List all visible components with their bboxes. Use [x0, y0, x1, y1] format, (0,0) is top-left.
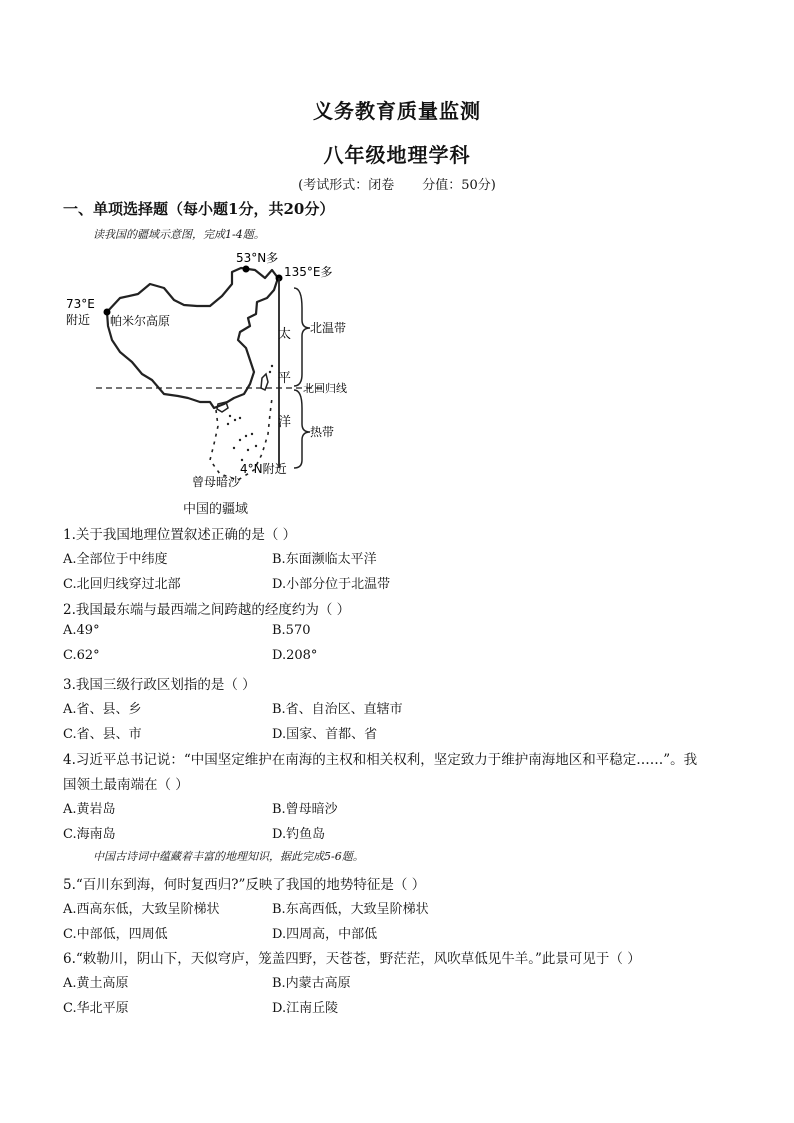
q2-option-c[interactable]: C.62° — [63, 648, 100, 663]
section-heading: 一、单项选择题（每小题1分，共20分） — [63, 200, 335, 218]
q2-option-d[interactable]: D.208° — [272, 648, 318, 663]
q1-option-b[interactable]: B.东面濒临太平洋 — [272, 552, 377, 567]
exam-info — [0, 174, 794, 193]
label-tropical: 热带 — [310, 425, 335, 439]
china-outline — [107, 268, 278, 408]
temperate-bracket — [294, 288, 310, 386]
question-2: 2.我国最东端与最西端之间跨越的经度约为（ ） — [63, 602, 351, 618]
q6-option-b[interactable]: B.内蒙古高原 — [272, 976, 351, 991]
question-3: 3.我国三级行政区划指的是（ ） — [63, 677, 256, 693]
label-west-2: 附近 — [66, 313, 91, 327]
q2-option-a[interactable]: A.49° — [63, 623, 100, 638]
q5-option-a[interactable]: A.西高东低，大致呈阶梯状 — [63, 902, 220, 917]
q3-option-c[interactable]: C.省、县、市 — [63, 727, 142, 742]
label-north: 53°N多 — [236, 251, 279, 265]
question-1: 1.关于我国地理位置叙述正确的是（ ） — [63, 527, 297, 543]
q3-option-d[interactable]: D.国家、首都、省 — [272, 727, 378, 742]
intro-questions-1-4: 读我国的疆域示意图，完成1-4题。 — [93, 228, 265, 241]
q6-option-d[interactable]: D.江南丘陵 — [272, 1001, 339, 1016]
q4-option-d[interactable]: D.钓鱼岛 — [272, 827, 326, 842]
q3-option-a[interactable]: A.省、县、乡 — [63, 702, 142, 717]
label-zengmu: 曾母暗沙 — [192, 475, 241, 489]
china-territory-map — [60, 248, 360, 498]
label-ocean-3: 洋 — [278, 415, 292, 430]
question-4-line-1: 4.习近平总书记说：“中国坚定维护在南海的主权和相关权利，坚定致力于维护南海地区和平稳定……”。我 — [63, 752, 698, 768]
q1-option-c[interactable]: C.北回归线穿过北部 — [63, 577, 181, 592]
exam-form: (考试形式：闭卷 — [298, 178, 395, 193]
q4-option-b[interactable]: B.曾母暗沙 — [272, 802, 338, 817]
q5-option-b[interactable]: B.东高西低，大致呈阶梯状 — [272, 902, 429, 917]
map-caption: 中国的疆域 — [183, 502, 249, 517]
label-south-lat: 4°N附近 — [240, 462, 287, 476]
label-ocean-1: 太 — [278, 327, 292, 342]
paper-subtitle: 八年级地理学科 — [323, 143, 471, 167]
q4-option-a[interactable]: A.黄岩岛 — [63, 802, 116, 817]
tropical-bracket — [294, 390, 310, 468]
label-east: 135°E多 — [284, 265, 333, 279]
question-4-line-2: 国领土最南端在（ ） — [63, 777, 189, 793]
label-west-1: 73°E — [66, 297, 95, 311]
q5-option-d[interactable]: D.四周高，中部低 — [272, 927, 378, 942]
question-6: 6.“敕勒川，阴山下，天似穹庐，笼盖四野，天苍苍，野茫茫，风吹草低见牛羊。”此景可见于（ ） — [63, 951, 641, 967]
north-point-marker — [243, 266, 250, 273]
label-ocean-2: 平 — [278, 371, 292, 386]
exam-score: 分值：50分) — [422, 178, 496, 193]
q3-option-b[interactable]: B.省、自治区、直辖市 — [272, 702, 403, 717]
q5-option-c[interactable]: C.中部低，四周低 — [63, 927, 168, 942]
south-sea-islands — [227, 365, 273, 461]
q6-option-c[interactable]: C.华北平原 — [63, 1001, 129, 1016]
q2-option-b[interactable]: B.570 — [272, 623, 311, 638]
question-5: 5.“百川东到海，何时复西归?”反映了我国的地势特征是（ ） — [63, 877, 426, 893]
q1-option-d[interactable]: D.小部分位于北温带 — [272, 577, 391, 592]
paper-title: 义务教育质量监测 — [313, 99, 481, 123]
label-tropic: 北回归线 — [303, 382, 347, 395]
label-pamir: 帕米尔高原 — [110, 314, 171, 328]
intro-questions-5-6: 中国古诗词中蕴藏着丰富的地理知识，据此完成5-6题。 — [93, 850, 364, 863]
q4-option-c[interactable]: C.海南岛 — [63, 827, 116, 842]
q6-option-a[interactable]: A.黄土高原 — [63, 976, 129, 991]
q1-option-a[interactable]: A.全部位于中纬度 — [63, 552, 168, 567]
label-north-temperate: 北温带 — [310, 321, 347, 335]
